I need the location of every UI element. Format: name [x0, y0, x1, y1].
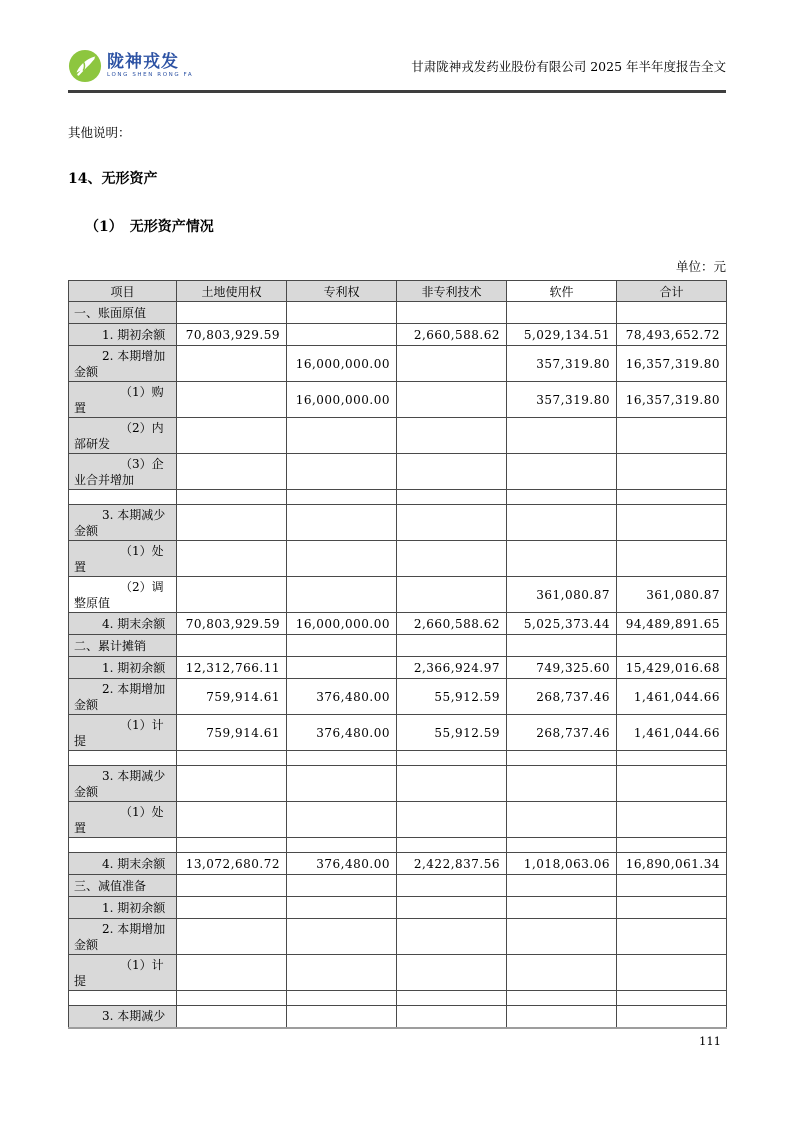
- value-cell: [617, 505, 727, 541]
- brand-name-cn: 陇神戎发: [107, 51, 179, 72]
- value-cell: [177, 751, 287, 766]
- value-cell: 357,319.80: [507, 346, 617, 382]
- row-label-cell: 2. 本期增加金额: [69, 346, 177, 382]
- value-cell: [177, 991, 287, 1006]
- value-cell: 759,914.61: [177, 679, 287, 715]
- column-header: 非专利技术: [397, 281, 507, 302]
- value-cell: [507, 919, 617, 955]
- column-header: 软件: [507, 281, 617, 302]
- value-cell: [287, 838, 397, 853]
- value-cell: 16,000,000.00: [287, 382, 397, 418]
- table-row: [69, 657, 727, 679]
- table-row: [69, 541, 727, 577]
- value-cell: [617, 751, 727, 766]
- value-cell: [287, 505, 397, 541]
- row-label-cell: （1）购置: [69, 382, 177, 418]
- row-label-cell: 3. 本期减少金额: [69, 505, 177, 541]
- value-cell: 16,357,319.80: [617, 382, 727, 418]
- row-label-cell: 1. 期初余额: [69, 657, 177, 679]
- row-label-cell: 一、账面原值: [69, 302, 177, 324]
- row-label-cell: [69, 838, 177, 853]
- value-cell: 70,803,929.59: [177, 613, 287, 635]
- value-cell: 1,461,044.66: [617, 715, 727, 751]
- value-cell: [177, 541, 287, 577]
- value-cell: [177, 346, 287, 382]
- value-cell: [287, 577, 397, 613]
- table-row: [69, 490, 727, 505]
- value-cell: 16,890,061.34: [617, 853, 727, 875]
- value-cell: [287, 751, 397, 766]
- value-cell: [177, 635, 287, 657]
- value-cell: [397, 897, 507, 919]
- value-cell: [617, 919, 727, 955]
- company-logo-icon: [68, 49, 102, 83]
- value-cell: [617, 838, 727, 853]
- value-cell: [397, 802, 507, 838]
- value-cell: [507, 541, 617, 577]
- row-label-cell: （2）内部研发: [69, 418, 177, 454]
- value-cell: [617, 490, 727, 505]
- table-row: [69, 802, 727, 838]
- value-cell: [617, 897, 727, 919]
- table-row: [69, 766, 727, 802]
- row-label-cell: 三、减值准备: [69, 875, 177, 897]
- table-row: [69, 346, 727, 382]
- page-number: 111: [699, 1034, 721, 1048]
- value-cell: [397, 991, 507, 1006]
- value-cell: [507, 751, 617, 766]
- value-cell: [397, 766, 507, 802]
- brand-name-en: LONG SHEN RONG FA: [107, 71, 194, 78]
- value-cell: [287, 635, 397, 657]
- value-cell: [287, 897, 397, 919]
- table-row: [69, 955, 727, 991]
- table-header-row: [69, 281, 727, 302]
- subsection-title: （1） 无形资产情况: [85, 219, 214, 235]
- value-cell: 5,029,134.51: [507, 324, 617, 346]
- value-cell: [287, 418, 397, 454]
- value-cell: [397, 490, 507, 505]
- brand-text: [107, 51, 194, 79]
- value-cell: 759,914.61: [177, 715, 287, 751]
- value-cell: [397, 635, 507, 657]
- table-row: [69, 897, 727, 919]
- value-cell: 15,429,016.68: [617, 657, 727, 679]
- table-row: [69, 838, 727, 853]
- value-cell: 2,422,837.56: [397, 853, 507, 875]
- document-title: 甘肃陇神戎发药业股份有限公司 2025 年半年度报告全文: [411, 59, 726, 74]
- value-cell: [507, 991, 617, 1006]
- value-cell: 16,357,319.80: [617, 346, 727, 382]
- value-cell: 2,660,588.62: [397, 324, 507, 346]
- value-cell: [177, 454, 287, 490]
- value-cell: [177, 505, 287, 541]
- value-cell: 376,480.00: [287, 679, 397, 715]
- value-cell: [617, 875, 727, 897]
- row-label-cell: （3）企业合并增加: [69, 454, 177, 490]
- value-cell: [397, 505, 507, 541]
- value-cell: 2,660,588.62: [397, 613, 507, 635]
- value-cell: [617, 1006, 727, 1028]
- table-row: [69, 751, 727, 766]
- column-header: 专利权: [287, 281, 397, 302]
- table-row: [69, 635, 727, 657]
- value-cell: 70,803,929.59: [177, 324, 287, 346]
- value-cell: [397, 1006, 507, 1028]
- row-label-cell: 1. 期初余额: [69, 324, 177, 346]
- value-cell: [177, 490, 287, 505]
- value-cell: [287, 766, 397, 802]
- value-cell: 268,737.46: [507, 715, 617, 751]
- value-cell: 1,461,044.66: [617, 679, 727, 715]
- column-header: 项目: [69, 281, 177, 302]
- value-cell: [287, 802, 397, 838]
- value-cell: [617, 541, 727, 577]
- page-header: [68, 46, 726, 86]
- value-cell: 16,000,000.00: [287, 346, 397, 382]
- value-cell: [617, 955, 727, 991]
- row-label-cell: [69, 751, 177, 766]
- value-cell: 1,018,063.06: [507, 853, 617, 875]
- value-cell: 16,000,000.00: [287, 613, 397, 635]
- value-cell: 2,366,924.97: [397, 657, 507, 679]
- value-cell: [617, 454, 727, 490]
- table-row: [69, 613, 727, 635]
- table-row: [69, 715, 727, 751]
- value-cell: [507, 802, 617, 838]
- row-label-cell: 3. 本期减少: [69, 1006, 177, 1028]
- value-cell: 78,493,652.72: [617, 324, 727, 346]
- value-cell: [617, 635, 727, 657]
- value-cell: [397, 955, 507, 991]
- value-cell: [177, 766, 287, 802]
- table-row: [69, 454, 727, 490]
- value-cell: [397, 346, 507, 382]
- value-cell: [507, 1006, 617, 1028]
- value-cell: [507, 454, 617, 490]
- row-label-cell: （1）计提: [69, 715, 177, 751]
- row-label-cell: （1）处置: [69, 541, 177, 577]
- value-cell: [507, 875, 617, 897]
- value-cell: [287, 324, 397, 346]
- value-cell: 357,319.80: [507, 382, 617, 418]
- value-cell: [397, 382, 507, 418]
- value-cell: 12,312,766.11: [177, 657, 287, 679]
- value-cell: 55,912.59: [397, 715, 507, 751]
- column-header: 合计: [617, 281, 727, 302]
- value-cell: [177, 418, 287, 454]
- table-row: [69, 577, 727, 613]
- value-cell: [507, 955, 617, 991]
- value-cell: [507, 490, 617, 505]
- row-label-cell: 4. 期末余额: [69, 613, 177, 635]
- other-note-text: 其他说明：: [68, 125, 131, 140]
- intangible-assets-table: [68, 280, 727, 1029]
- value-cell: [617, 302, 727, 324]
- value-cell: [177, 302, 287, 324]
- company-brand: [68, 49, 193, 83]
- table-row: [69, 853, 727, 875]
- value-cell: [617, 991, 727, 1006]
- table-row: [69, 991, 727, 1006]
- value-cell: [617, 802, 727, 838]
- row-label-cell: [69, 991, 177, 1006]
- value-cell: [177, 577, 287, 613]
- row-label-cell: 二、累计摊销: [69, 635, 177, 657]
- table-row: [69, 505, 727, 541]
- value-cell: [397, 454, 507, 490]
- value-cell: [287, 454, 397, 490]
- value-cell: [177, 875, 287, 897]
- table-row: [69, 324, 727, 346]
- unit-label: 单位：元: [675, 259, 726, 274]
- value-cell: [287, 955, 397, 991]
- value-cell: 749,325.60: [507, 657, 617, 679]
- value-cell: 94,489,891.65: [617, 613, 727, 635]
- value-cell: [177, 919, 287, 955]
- value-cell: [617, 418, 727, 454]
- value-cell: [507, 766, 617, 802]
- value-cell: [177, 838, 287, 853]
- value-cell: 361,080.87: [507, 577, 617, 613]
- row-label-cell: （1）计提: [69, 955, 177, 991]
- row-label-cell: [69, 490, 177, 505]
- table-row: [69, 919, 727, 955]
- value-cell: [177, 382, 287, 418]
- table-row: [69, 418, 727, 454]
- value-cell: [287, 490, 397, 505]
- table-row: [69, 302, 727, 324]
- value-cell: [177, 955, 287, 991]
- value-cell: [397, 919, 507, 955]
- value-cell: [397, 751, 507, 766]
- value-cell: [287, 919, 397, 955]
- value-cell: [507, 418, 617, 454]
- value-cell: [287, 657, 397, 679]
- value-cell: [287, 302, 397, 324]
- value-cell: [397, 302, 507, 324]
- row-label-cell: 4. 期末余额: [69, 853, 177, 875]
- row-label-cell: （2）调整原值: [69, 577, 177, 613]
- value-cell: 268,737.46: [507, 679, 617, 715]
- value-cell: [397, 838, 507, 853]
- value-cell: [287, 1006, 397, 1028]
- value-cell: [397, 577, 507, 613]
- value-cell: [507, 505, 617, 541]
- value-cell: [507, 302, 617, 324]
- value-cell: [507, 897, 617, 919]
- row-label-cell: 2. 本期增加金额: [69, 679, 177, 715]
- value-cell: [177, 897, 287, 919]
- column-header: 土地使用权: [177, 281, 287, 302]
- table-row: [69, 875, 727, 897]
- value-cell: [287, 991, 397, 1006]
- value-cell: [397, 875, 507, 897]
- value-cell: [177, 802, 287, 838]
- table-row: [69, 1006, 727, 1028]
- value-cell: 13,072,680.72: [177, 853, 287, 875]
- value-cell: [507, 635, 617, 657]
- table-row: [69, 382, 727, 418]
- value-cell: [397, 541, 507, 577]
- value-cell: 5,025,373.44: [507, 613, 617, 635]
- table-body: [69, 302, 727, 1028]
- value-cell: [287, 875, 397, 897]
- value-cell: 361,080.87: [617, 577, 727, 613]
- header-divider: [68, 90, 726, 93]
- table-row: [69, 679, 727, 715]
- value-cell: 376,480.00: [287, 715, 397, 751]
- row-label-cell: 3. 本期减少金额: [69, 766, 177, 802]
- value-cell: 55,912.59: [397, 679, 507, 715]
- value-cell: [287, 541, 397, 577]
- value-cell: [507, 838, 617, 853]
- section-title: 14、无形资产: [68, 171, 158, 187]
- value-cell: [617, 766, 727, 802]
- value-cell: [397, 418, 507, 454]
- row-label-cell: 1. 期初余额: [69, 897, 177, 919]
- value-cell: [177, 1006, 287, 1028]
- table-header: [69, 281, 727, 302]
- row-label-cell: 2. 本期增加金额: [69, 919, 177, 955]
- row-label-cell: （1）处置: [69, 802, 177, 838]
- value-cell: 376,480.00: [287, 853, 397, 875]
